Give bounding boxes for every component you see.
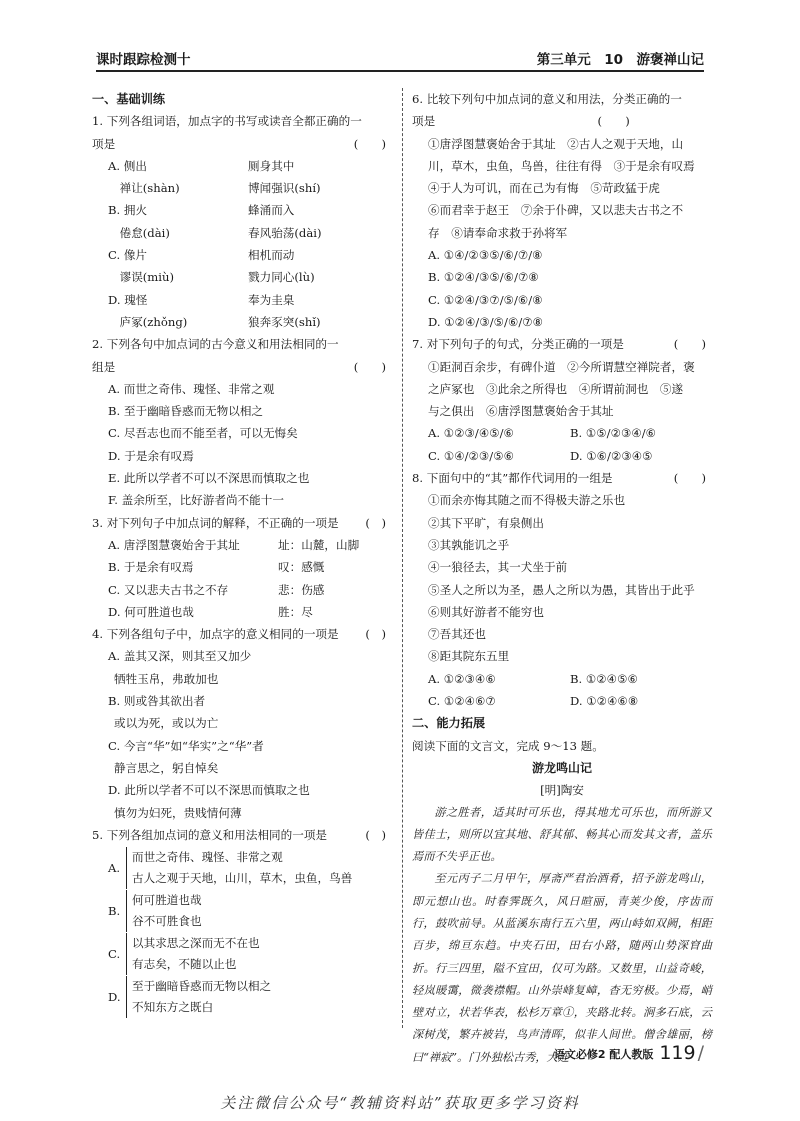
- option-pair: [92, 534, 392, 556]
- bracketed-option: [92, 933, 392, 975]
- option-line: A. ①④/②③⑤/⑥/⑦/⑧: [428, 248, 543, 263]
- option-right: 胜：尽: [278, 604, 313, 619]
- option-left: D. 何可胜道也哉: [108, 604, 194, 619]
- question-text: 项是: [92, 136, 116, 151]
- option-pair: [412, 445, 712, 467]
- option-line: ⑥则其好游者不能穷也: [428, 604, 544, 619]
- option-line: ③其孰能讥之乎: [428, 537, 510, 552]
- option-right: 址：山麓，山脚: [278, 537, 360, 552]
- option-right: D. ①⑥/②③④⑤: [570, 448, 653, 463]
- option-left: A. 侧出: [108, 158, 147, 173]
- option-line: 静言思之，躬自悼矣: [114, 760, 219, 775]
- answer-bracket: ( ): [365, 627, 386, 642]
- option-line: ②其下平旷，有泉侧出: [428, 515, 544, 530]
- option-line: D. 于是余有叹焉: [108, 448, 194, 463]
- option-pair: [92, 222, 392, 244]
- question-text: 5. 下列各组加点词的意义和用法相同的一项是: [92, 827, 328, 842]
- option-right: 蜂涌而入: [248, 203, 295, 218]
- instruction-line: 阅读下面的文言文，完成 9～13 题。: [412, 738, 604, 753]
- option-pair: [92, 244, 392, 266]
- option-left: 禅让(shàn): [108, 181, 180, 196]
- page-header: [96, 44, 704, 72]
- option-pair-box: [126, 847, 352, 889]
- option-line: B. 则或咎其欲出者: [108, 694, 206, 709]
- option-pair: [92, 155, 392, 177]
- option-line: D. 此所以学者不可以不深思而慎取之也: [108, 783, 310, 798]
- option-right: D. ①②④⑥⑧: [570, 694, 639, 709]
- question-line: [92, 512, 392, 534]
- option-left: 倦怠(dài): [108, 225, 170, 240]
- page-slash: /: [697, 1042, 704, 1064]
- option-line: ⑥而君幸于赵王 ⑦余于仆碑，又以悲夫古书之不: [428, 203, 684, 218]
- option-pair: [92, 311, 392, 333]
- option-left: C. ①④/②③/⑤⑥: [428, 448, 515, 463]
- answer-bracket: ( ): [353, 136, 386, 151]
- option-line: 与之俱出 ⑥唐浮图慧褒始舍于其址: [428, 404, 614, 419]
- passage-author: [明]陶安: [540, 783, 584, 798]
- bracketed-option: [92, 976, 392, 1018]
- option-pair: [92, 199, 392, 221]
- passage-title: 游龙鸣山记: [531, 760, 592, 775]
- option-line: B. 至于幽暗昏惑而无物以相之: [108, 404, 264, 419]
- option-left: B. 于是余有叹焉: [108, 560, 194, 575]
- option-right: 叹：感慨: [278, 560, 325, 575]
- option-line: ⑤圣人之所以为圣，愚人之所以为愚，其皆出于此乎: [428, 582, 695, 597]
- section-heading: 一、基础训练: [92, 92, 166, 106]
- option-right: B. ①②④⑤⑥: [570, 671, 638, 686]
- option-line: 川，草木，虫鱼，鸟兽，往往有得 ③于是余有叹焉: [428, 158, 695, 173]
- option-label: B.: [108, 903, 121, 918]
- option-pair: [92, 601, 392, 623]
- passage-paragraph: 至元丙子二月甲午，厚斋严君治酒肴，招予游龙鸣山，即元想山也。时春霁既久，风日暄丽，青荚少俊，序齿而行，鼓吹前导。从蓝溪东南行五六里，两山峙如双阙，相距百步，绵亘东趋。中夹石田，田右小路，随两山势深窅曲折。行三四里，隘不宜田，仅可为路。又数里，山益奇峻，轻岚暖霭，微袭襟帽。山外崇峰复嶂，杳无穷极。少焉，峭壁对立，状若华表，松杉万章①，夹路北转。涧多石底，云深树茂，繁卉被岩，鸟声清晖，似非人间世。僧舍雄丽，榜曰“禅寂”。门外独松古秀，大连: [412, 872, 712, 1064]
- option-sentence: 而世之奇伟、瑰怪、非常之观: [132, 850, 283, 865]
- option-left: B. 拥火: [108, 203, 148, 218]
- option-line: A. 盖其又深，则其至又加少: [108, 649, 252, 664]
- option-line: C. 今言“华”如“华实”之“华”者: [108, 738, 264, 753]
- passage-paragraph: 游之胜者，适其时可乐也，得其地尤可乐也，而所游又皆佳士，则所以宜其地、舒其郁、畅其心而发其文者，盖乐焉而不失乎正也。: [412, 805, 712, 864]
- option-right: 相机而动: [248, 248, 295, 263]
- answer-bracket: ( ): [365, 515, 386, 530]
- option-line: ④一狼径去，其一犬坐于前: [428, 560, 568, 575]
- option-pair: [92, 266, 392, 288]
- option-sentence: 以其求思之深而无不在也: [132, 936, 260, 951]
- option-line: 或以为死，或以为亡: [114, 716, 219, 731]
- option-left: A. ①②③/④⑤/⑥: [428, 426, 514, 441]
- question-line: [412, 333, 712, 355]
- option-line: C. ①②④/③⑦/⑤/⑥/⑧: [428, 292, 543, 307]
- option-line: ④于人为可讥，而在己为有悔 ⑤苛政猛于虎: [428, 181, 660, 196]
- option-pair: [412, 422, 712, 444]
- option-line: ①而余亦悔其随之而不得极夫游之乐也: [428, 493, 626, 508]
- option-sentence: 不知东方之既白: [132, 1000, 214, 1015]
- option-label: C.: [108, 946, 121, 961]
- option-line: C. 尽吾志也而不能至者，可以无悔矣: [108, 426, 298, 441]
- option-line: 存 ⑧请奉命求救于孙将军: [428, 225, 568, 240]
- option-pair: [92, 177, 392, 199]
- question-text: 组是: [92, 359, 116, 374]
- option-sentence: 至于幽暗昏惑而无物以相之: [132, 979, 272, 994]
- option-pair-box: [126, 933, 260, 975]
- option-pair: [92, 289, 392, 311]
- option-line: E. 此所以学者不可以不深思而慎取之也: [108, 471, 310, 486]
- option-line: ①距洞百余步，有碑仆道 ②今所谓慧空禅院者，褒: [428, 359, 695, 374]
- option-right: B. ①⑤/②③④/⑥: [570, 426, 657, 441]
- option-left: C. 像片: [108, 248, 148, 263]
- option-line: 慎勿为妇死，贵贱情何薄: [114, 805, 242, 820]
- question-line: [92, 824, 392, 846]
- section-heading: 二、能力拓展: [412, 716, 486, 731]
- question-line: 项是 ( ): [412, 114, 630, 129]
- header-left-title: 课时跟踪检测十: [96, 52, 191, 68]
- header-right-title: 第三单元 10 游褒禅山记: [536, 52, 704, 68]
- option-pair: [412, 690, 712, 712]
- option-label: D.: [108, 989, 121, 1004]
- option-line: ⑦吾其还也: [428, 627, 486, 642]
- option-line: ⑧距其院东五里: [428, 649, 510, 664]
- option-sentence: 古人之观于天地，山川，草木，虫鱼，鸟兽: [132, 871, 353, 886]
- option-line: 之庐冢也 ③此余之所得也 ④所谓前洞也 ⑤遂: [428, 381, 684, 396]
- answer-bracket: ( ): [673, 471, 706, 486]
- question-text: 7. 对下列句子的句式，分类正确的一项是: [412, 337, 624, 352]
- option-pair: [412, 668, 712, 690]
- question-line: 1. 下列各组词语，加点字的书写或读音全都正确的一: [92, 114, 362, 129]
- option-line: ①唐浮图慧褒始舍于其址 ②古人之观于天地，山: [428, 136, 684, 151]
- option-line: D. ①②④/③/⑤/⑥/⑦⑧: [428, 314, 544, 329]
- option-left: A. 唐浮图慧褒始舍于其址: [108, 537, 240, 552]
- option-left: A. ①②③④⑥: [428, 671, 496, 686]
- question-line: 2. 下列各句中加点词的古今意义和用法相同的一: [92, 337, 339, 352]
- question-line: [92, 356, 392, 378]
- question-text: 8. 下面句中的“其”都作代词用的一组是: [412, 471, 613, 486]
- question-line: [92, 623, 392, 645]
- question-text: 4. 下列各组句子中，加点字的意义相同的一项是: [92, 627, 339, 642]
- option-right: 博闻强识(shí): [248, 181, 321, 196]
- question-line: [92, 133, 392, 155]
- option-pair-box: [126, 890, 202, 932]
- bracketed-option: [92, 847, 392, 889]
- page-footer: [554, 1042, 704, 1064]
- option-right: 奉为圭臬: [248, 292, 295, 307]
- option-sentence: 何可胜道也哉: [132, 893, 202, 908]
- left-column: [92, 88, 392, 1019]
- option-right: 春风骀荡(dài): [248, 225, 322, 240]
- option-line: F. 盖余所至，比好游者尚不能十一: [108, 493, 284, 508]
- option-left: C. ①②④⑥⑦: [428, 694, 496, 709]
- option-left: 谬误(miù): [108, 270, 174, 285]
- column-divider: [402, 88, 403, 1028]
- option-right: 厕身其中: [248, 158, 295, 173]
- answer-bracket: ( ): [353, 359, 386, 374]
- answer-bracket: ( ): [365, 827, 386, 842]
- option-right: 狼奔豕突(shǐ): [248, 314, 321, 329]
- option-label: A.: [108, 860, 121, 875]
- option-line: B. ①②④/③⑤/⑥/⑦⑧: [428, 270, 539, 285]
- option-pair: [92, 556, 392, 578]
- option-line: 牺牲玉帛，弗敢加也: [114, 671, 219, 686]
- book-label: 语文必修2 配人教版: [553, 1048, 654, 1061]
- option-right: 戮力同心(lù): [248, 270, 315, 285]
- option-pair-box: [126, 976, 271, 1018]
- option-right: 悲：伤感: [278, 582, 325, 597]
- option-sentence: 谷不可胜食也: [132, 914, 202, 929]
- option-line: A. 而世之奇伟、瑰怪、非常之观: [108, 381, 275, 396]
- answer-bracket: ( ): [673, 337, 706, 352]
- bottom-note: 关注微信公众号“教辅资料站”获取更多学习资料: [220, 1094, 580, 1112]
- option-pair: [92, 579, 392, 601]
- question-text: 3. 对下列句子中加点词的解释，不正确的一项是: [92, 515, 339, 530]
- bracketed-option: [92, 890, 392, 932]
- right-column: [412, 88, 712, 1069]
- option-left: D. 瑰怪: [108, 292, 148, 307]
- option-left: 庐冢(zhǒng): [108, 314, 188, 329]
- page-number: 119: [659, 1042, 696, 1064]
- question-line: 6. 比较下列句中加点词的意义和用法，分类正确的一: [412, 92, 682, 106]
- option-left: C. 又以悲夫古书之不存: [108, 582, 229, 597]
- question-line: [412, 467, 712, 489]
- option-sentence: 有志矣，不随以止也: [132, 957, 237, 972]
